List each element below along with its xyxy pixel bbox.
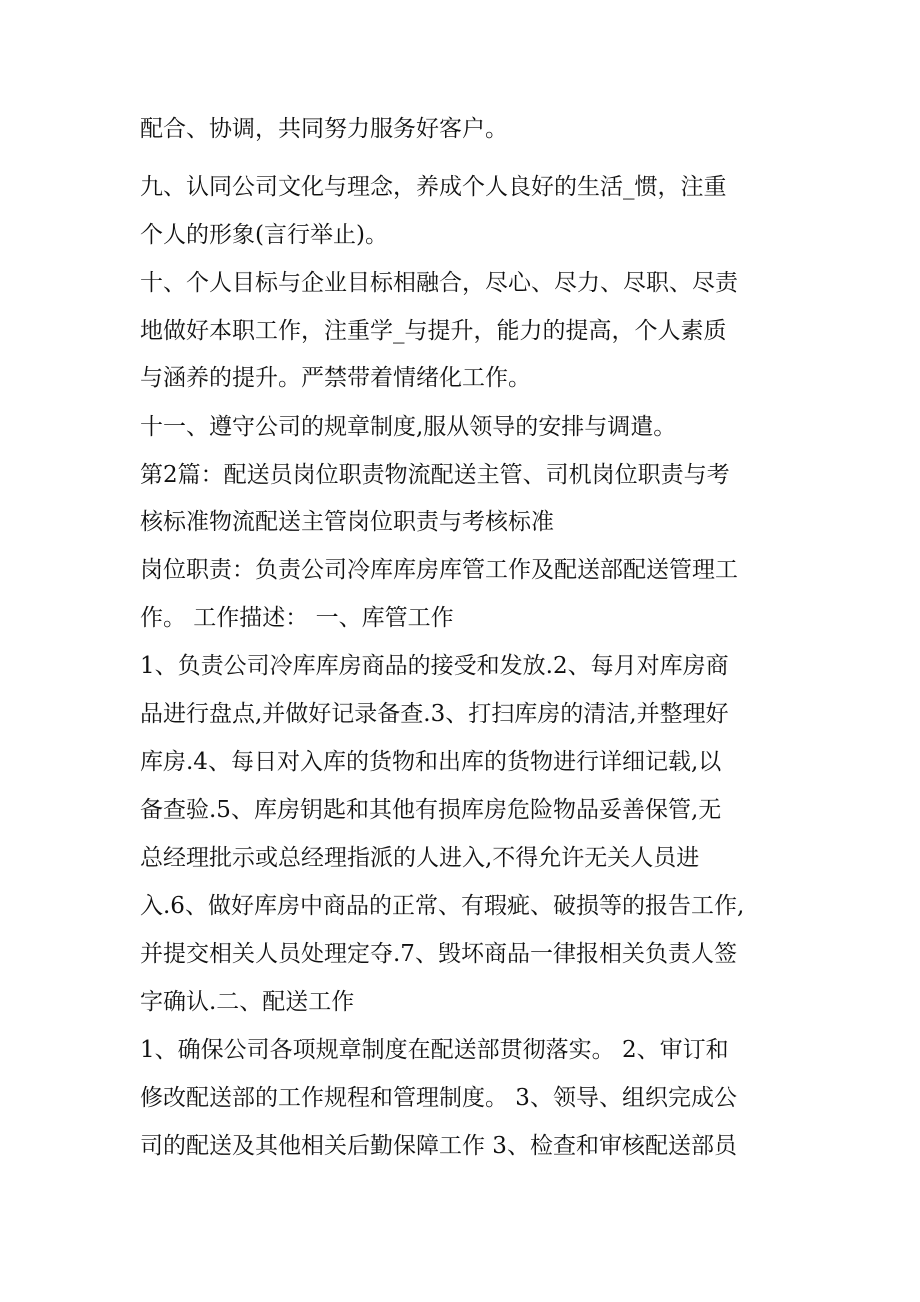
text-line: 与涵养的提升。严禁带着情绪化工作。 — [140, 365, 531, 391]
text-line: 并提交相关人员处理定夺.7、毁坏商品一律报相关负责人签 — [140, 941, 737, 967]
text-line: 品进行盘点,并做好记录备查.3、打扫库房的清洁,并整理好 — [140, 701, 729, 727]
text-line: 备查验.5、库房钥匙和其他有损库房危险物品妥善保管,无 — [140, 797, 722, 823]
text-line: 入.6、做好库房中商品的正常、有瑕疵、破损等的报告工作, — [140, 893, 745, 919]
text-line: 岗位职责：负责公司冷库库房库管工作及配送部配送管理工 — [140, 557, 738, 583]
text-line: 地做好本职工作，注重学_与提升，能力的提高，个人素质 — [140, 318, 727, 344]
text-line: 1、确保公司各项规章制度在配送部贯彻落实。 2、审订和 — [140, 1037, 729, 1063]
text-line: 第2篇：配送员岗位职责物流配送主管、司机岗位职责与考 — [140, 462, 730, 488]
text-line: 个人的形象(言行举止)。 — [140, 222, 388, 248]
text-line: 总经理批示或总经理指派的人进入,不得允许无关人员进 — [140, 845, 700, 871]
text-line: 字确认.二、配送工作 — [140, 989, 355, 1015]
text-line: 1、负责公司冷库库房商品的接受和发放.2、每月对库房商 — [140, 653, 729, 679]
text-line: 十、个人目标与企业目标相融合，尽心、尽力、尽职、尽责 — [140, 270, 738, 296]
text-line: 修改配送部的工作规程和管理制度。 3、领导、组织完成公 — [140, 1085, 737, 1111]
text-line: 库房.4、每日对入库的货物和出库的货物进行详细记载,以 — [140, 749, 722, 775]
text-line: 作。 工作描述： 一、库管工作 — [140, 605, 454, 631]
text-line: 配合、协调，共同努力服务好客户。 — [140, 116, 508, 142]
text-line: 核标准物流配送主管岗位职责与考核标准 — [140, 509, 554, 535]
text-line: 司的配送及其他相关后勤保障工作 3、检查和审核配送部员 — [140, 1133, 737, 1159]
text-line: 十一、遵守公司的规章制度,服从领导的安排与调遣。 — [140, 414, 677, 440]
text-line: 九、认同公司文化与理念，养成个人良好的生活_惯，注重 — [140, 174, 727, 200]
